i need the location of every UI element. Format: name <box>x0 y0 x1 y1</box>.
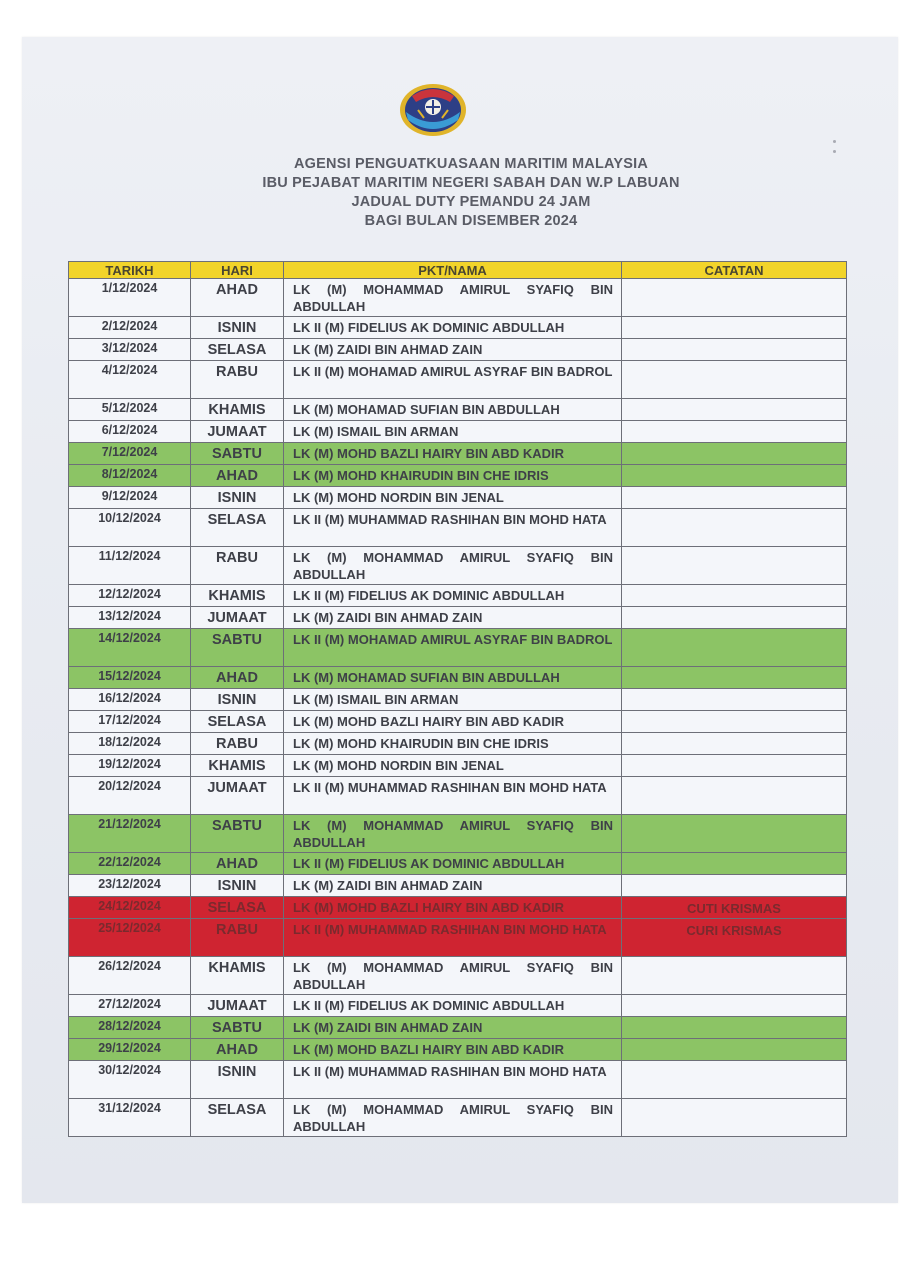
table-row <box>69 777 847 815</box>
scan-speck <box>833 140 836 143</box>
table-header-row <box>69 262 847 279</box>
cell-tarikh: 22/12/2024 <box>69 853 191 875</box>
cell-catatan: CURI KRISMAS <box>622 919 847 957</box>
cell-catatan <box>622 875 847 897</box>
table-row <box>69 607 847 629</box>
cell-hari: ISNIN <box>191 487 284 509</box>
cell-pkt-nama: LK II (M) FIDELIUS AK DOMINIC ABDULLAH <box>284 585 622 607</box>
cell-tarikh: 30/12/2024 <box>69 1061 191 1099</box>
cell-tarikh: 31/12/2024 <box>69 1099 191 1137</box>
cell-hari: JUMAAT <box>191 421 284 443</box>
cell-pkt-nama: LK (M) MOHAMMAD AMIRUL SYAFIQ BIN ABDULLAH <box>284 279 622 317</box>
cell-pkt-nama: LK II (M) MOHAMAD AMIRUL ASYRAF BIN BADROL <box>284 361 622 399</box>
cell-tarikh: 21/12/2024 <box>69 815 191 853</box>
table-row <box>69 897 847 919</box>
cell-tarikh: 29/12/2024 <box>69 1039 191 1061</box>
cell-pkt-nama: LK (M) MOHAMMAD AMIRUL SYAFIQ BIN ABDULLAH <box>284 957 622 995</box>
cell-hari: AHAD <box>191 1039 284 1061</box>
cell-pkt-nama: LK (M) MOHD BAZLI HAIRY BIN ABD KADIR <box>284 897 622 919</box>
table-row <box>69 711 847 733</box>
table-body <box>69 279 847 1137</box>
cell-hari: JUMAAT <box>191 607 284 629</box>
cell-tarikh: 4/12/2024 <box>69 361 191 399</box>
cell-hari: KHAMIS <box>191 957 284 995</box>
cell-tarikh: 20/12/2024 <box>69 777 191 815</box>
cell-pkt-nama: LK II (M) MUHAMMAD RASHIHAN BIN MOHD HATA <box>284 919 622 957</box>
cell-catatan <box>622 547 847 585</box>
table-row <box>69 465 847 487</box>
cell-tarikh: 2/12/2024 <box>69 317 191 339</box>
cell-tarikh: 19/12/2024 <box>69 755 191 777</box>
cell-catatan <box>622 607 847 629</box>
cell-hari: RABU <box>191 547 284 585</box>
cell-hari: SABTU <box>191 1017 284 1039</box>
cell-pkt-nama: LK II (M) FIDELIUS AK DOMINIC ABDULLAH <box>284 317 622 339</box>
cell-pkt-nama: LK II (M) FIDELIUS AK DOMINIC ABDULLAH <box>284 853 622 875</box>
table-row <box>69 815 847 853</box>
cell-hari: JUMAAT <box>191 777 284 815</box>
cell-pkt-nama: LK II (M) FIDELIUS AK DOMINIC ABDULLAH <box>284 995 622 1017</box>
cell-pkt-nama: LK (M) MOHAMAD SUFIAN BIN ABDULLAH <box>284 399 622 421</box>
cell-catatan <box>622 279 847 317</box>
cell-tarikh: 25/12/2024 <box>69 919 191 957</box>
cell-tarikh: 13/12/2024 <box>69 607 191 629</box>
cell-hari: SELASA <box>191 1099 284 1137</box>
cell-pkt-nama: LK (M) MOHD BAZLI HAIRY BIN ABD KADIR <box>284 443 622 465</box>
table-row <box>69 1099 847 1137</box>
cell-catatan <box>622 465 847 487</box>
cell-tarikh: 5/12/2024 <box>69 399 191 421</box>
table-row <box>69 361 847 399</box>
cell-catatan <box>622 361 847 399</box>
cell-tarikh: 11/12/2024 <box>69 547 191 585</box>
cell-catatan: CUTI KRISMAS <box>622 897 847 919</box>
cell-hari: RABU <box>191 733 284 755</box>
cell-catatan <box>622 629 847 667</box>
cell-pkt-nama: LK II (M) MOHAMAD AMIRUL ASYRAF BIN BADROL <box>284 629 622 667</box>
cell-hari: SELASA <box>191 711 284 733</box>
table-row <box>69 995 847 1017</box>
cell-hari: KHAMIS <box>191 755 284 777</box>
cell-hari: AHAD <box>191 853 284 875</box>
table-row <box>69 547 847 585</box>
cell-catatan <box>622 1061 847 1099</box>
cell-catatan <box>622 957 847 995</box>
header-catatan: CATATAN <box>622 262 847 279</box>
cell-catatan <box>622 317 847 339</box>
cell-tarikh: 24/12/2024 <box>69 897 191 919</box>
table-row <box>69 317 847 339</box>
cell-pkt-nama: LK (M) MOHD KHAIRUDIN BIN CHE IDRIS <box>284 733 622 755</box>
cell-hari: ISNIN <box>191 317 284 339</box>
cell-tarikh: 26/12/2024 <box>69 957 191 995</box>
cell-catatan <box>622 777 847 815</box>
cell-hari: JUMAAT <box>191 995 284 1017</box>
cell-tarikh: 28/12/2024 <box>69 1017 191 1039</box>
cell-pkt-nama: LK (M) ISMAIL BIN ARMAN <box>284 689 622 711</box>
cell-catatan <box>622 995 847 1017</box>
table-row <box>69 919 847 957</box>
cell-hari: AHAD <box>191 667 284 689</box>
header-pkt-nama: PKT/NAMA <box>284 262 622 279</box>
cell-pkt-nama: LK II (M) MUHAMMAD RASHIHAN BIN MOHD HATA <box>284 777 622 815</box>
table-row <box>69 667 847 689</box>
heading-line-agency: AGENSI PENGUATKUASAAN MARITIM MALAYSIA <box>294 156 648 172</box>
cell-pkt-nama: LK (M) MOHAMMAD AMIRUL SYAFIQ BIN ABDULLAH <box>284 1099 622 1137</box>
cell-pkt-nama: LK (M) MOHD NORDIN BIN JENAL <box>284 755 622 777</box>
cell-hari: ISNIN <box>191 689 284 711</box>
cell-catatan <box>622 755 847 777</box>
cell-pkt-nama: LK (M) MOHD KHAIRUDIN BIN CHE IDRIS <box>284 465 622 487</box>
cell-pkt-nama: LK (M) MOHD NORDIN BIN JENAL <box>284 487 622 509</box>
cell-catatan <box>622 487 847 509</box>
cell-catatan <box>622 815 847 853</box>
cell-tarikh: 10/12/2024 <box>69 509 191 547</box>
cell-hari: KHAMIS <box>191 585 284 607</box>
cell-pkt-nama: LK (M) ZAIDI BIN AHMAD ZAIN <box>284 339 622 361</box>
cell-catatan <box>622 585 847 607</box>
cell-tarikh: 18/12/2024 <box>69 733 191 755</box>
table-row <box>69 629 847 667</box>
table-row <box>69 443 847 465</box>
table-row <box>69 689 847 711</box>
cell-tarikh: 8/12/2024 <box>69 465 191 487</box>
cell-hari: SABTU <box>191 815 284 853</box>
cell-pkt-nama: LK (M) ZAIDI BIN AHMAD ZAIN <box>284 875 622 897</box>
cell-hari: SABTU <box>191 443 284 465</box>
cell-hari: AHAD <box>191 279 284 317</box>
table-row <box>69 1017 847 1039</box>
duty-roster-table <box>68 261 847 1137</box>
table-row <box>69 957 847 995</box>
table-row <box>69 279 847 317</box>
table-row <box>69 853 847 875</box>
cell-tarikh: 27/12/2024 <box>69 995 191 1017</box>
cell-tarikh: 23/12/2024 <box>69 875 191 897</box>
cell-pkt-nama: LK (M) MOHAMMAD AMIRUL SYAFIQ BIN ABDULLAH <box>284 815 622 853</box>
cell-catatan <box>622 711 847 733</box>
cell-catatan <box>622 421 847 443</box>
cell-catatan <box>622 443 847 465</box>
cell-pkt-nama: LK II (M) MUHAMMAD RASHIHAN BIN MOHD HATA <box>284 509 622 547</box>
cell-hari: ISNIN <box>191 1061 284 1099</box>
cell-tarikh: 7/12/2024 <box>69 443 191 465</box>
cell-catatan <box>622 1099 847 1137</box>
table-row <box>69 733 847 755</box>
cell-catatan <box>622 1039 847 1061</box>
header-tarikh: TARIKH <box>69 262 191 279</box>
cell-tarikh: 12/12/2024 <box>69 585 191 607</box>
cell-pkt-nama: LK (M) MOHD BAZLI HAIRY BIN ABD KADIR <box>284 711 622 733</box>
cell-pkt-nama: LK (M) ISMAIL BIN ARMAN <box>284 421 622 443</box>
cell-hari: RABU <box>191 361 284 399</box>
table-row <box>69 875 847 897</box>
cell-hari: RABU <box>191 919 284 957</box>
table-row <box>69 509 847 547</box>
agency-crest-logo <box>398 82 468 138</box>
cell-hari: KHAMIS <box>191 399 284 421</box>
cell-catatan <box>622 667 847 689</box>
cell-tarikh: 16/12/2024 <box>69 689 191 711</box>
cell-hari: ISNIN <box>191 875 284 897</box>
cell-tarikh: 14/12/2024 <box>69 629 191 667</box>
cell-catatan <box>622 853 847 875</box>
scan-speck <box>833 150 836 153</box>
cell-catatan <box>622 689 847 711</box>
cell-tarikh: 1/12/2024 <box>69 279 191 317</box>
cell-pkt-nama: LK (M) MOHD BAZLI HAIRY BIN ABD KADIR <box>284 1039 622 1061</box>
cell-hari: SELASA <box>191 897 284 919</box>
cell-tarikh: 3/12/2024 <box>69 339 191 361</box>
cell-tarikh: 17/12/2024 <box>69 711 191 733</box>
table-row <box>69 487 847 509</box>
cell-pkt-nama: LK (M) MOHAMAD SUFIAN BIN ABDULLAH <box>284 667 622 689</box>
heading-line-title: JADUAL DUTY PEMANDU 24 JAM <box>351 194 591 210</box>
table-row <box>69 339 847 361</box>
cell-hari: SELASA <box>191 509 284 547</box>
cell-tarikh: 15/12/2024 <box>69 667 191 689</box>
cell-pkt-nama: LK (M) MOHAMMAD AMIRUL SYAFIQ BIN ABDULLAH <box>284 547 622 585</box>
cell-pkt-nama: LK (M) ZAIDI BIN AHMAD ZAIN <box>284 1017 622 1039</box>
heading-line-month: BAGI BULAN DISEMBER 2024 <box>364 213 578 229</box>
cell-pkt-nama: LK II (M) MUHAMMAD RASHIHAN BIN MOHD HATA <box>284 1061 622 1099</box>
cell-tarikh: 9/12/2024 <box>69 487 191 509</box>
cell-catatan <box>622 733 847 755</box>
cell-catatan <box>622 339 847 361</box>
cell-hari: SELASA <box>191 339 284 361</box>
table-row <box>69 1039 847 1061</box>
cell-hari: AHAD <box>191 465 284 487</box>
heading-line-office: IBU PEJABAT MARITIM NEGERI SABAH DAN W.P LABUAN <box>262 175 680 191</box>
table-row <box>69 421 847 443</box>
table-row <box>69 755 847 777</box>
cell-catatan <box>622 1017 847 1039</box>
header-hari: HARI <box>191 262 284 279</box>
cell-tarikh: 6/12/2024 <box>69 421 191 443</box>
cell-hari: SABTU <box>191 629 284 667</box>
table-row <box>69 399 847 421</box>
table-row <box>69 585 847 607</box>
cell-pkt-nama: LK (M) ZAIDI BIN AHMAD ZAIN <box>284 607 622 629</box>
table-row <box>69 1061 847 1099</box>
document-heading <box>0 155 922 231</box>
cell-catatan <box>622 509 847 547</box>
cell-catatan <box>622 399 847 421</box>
